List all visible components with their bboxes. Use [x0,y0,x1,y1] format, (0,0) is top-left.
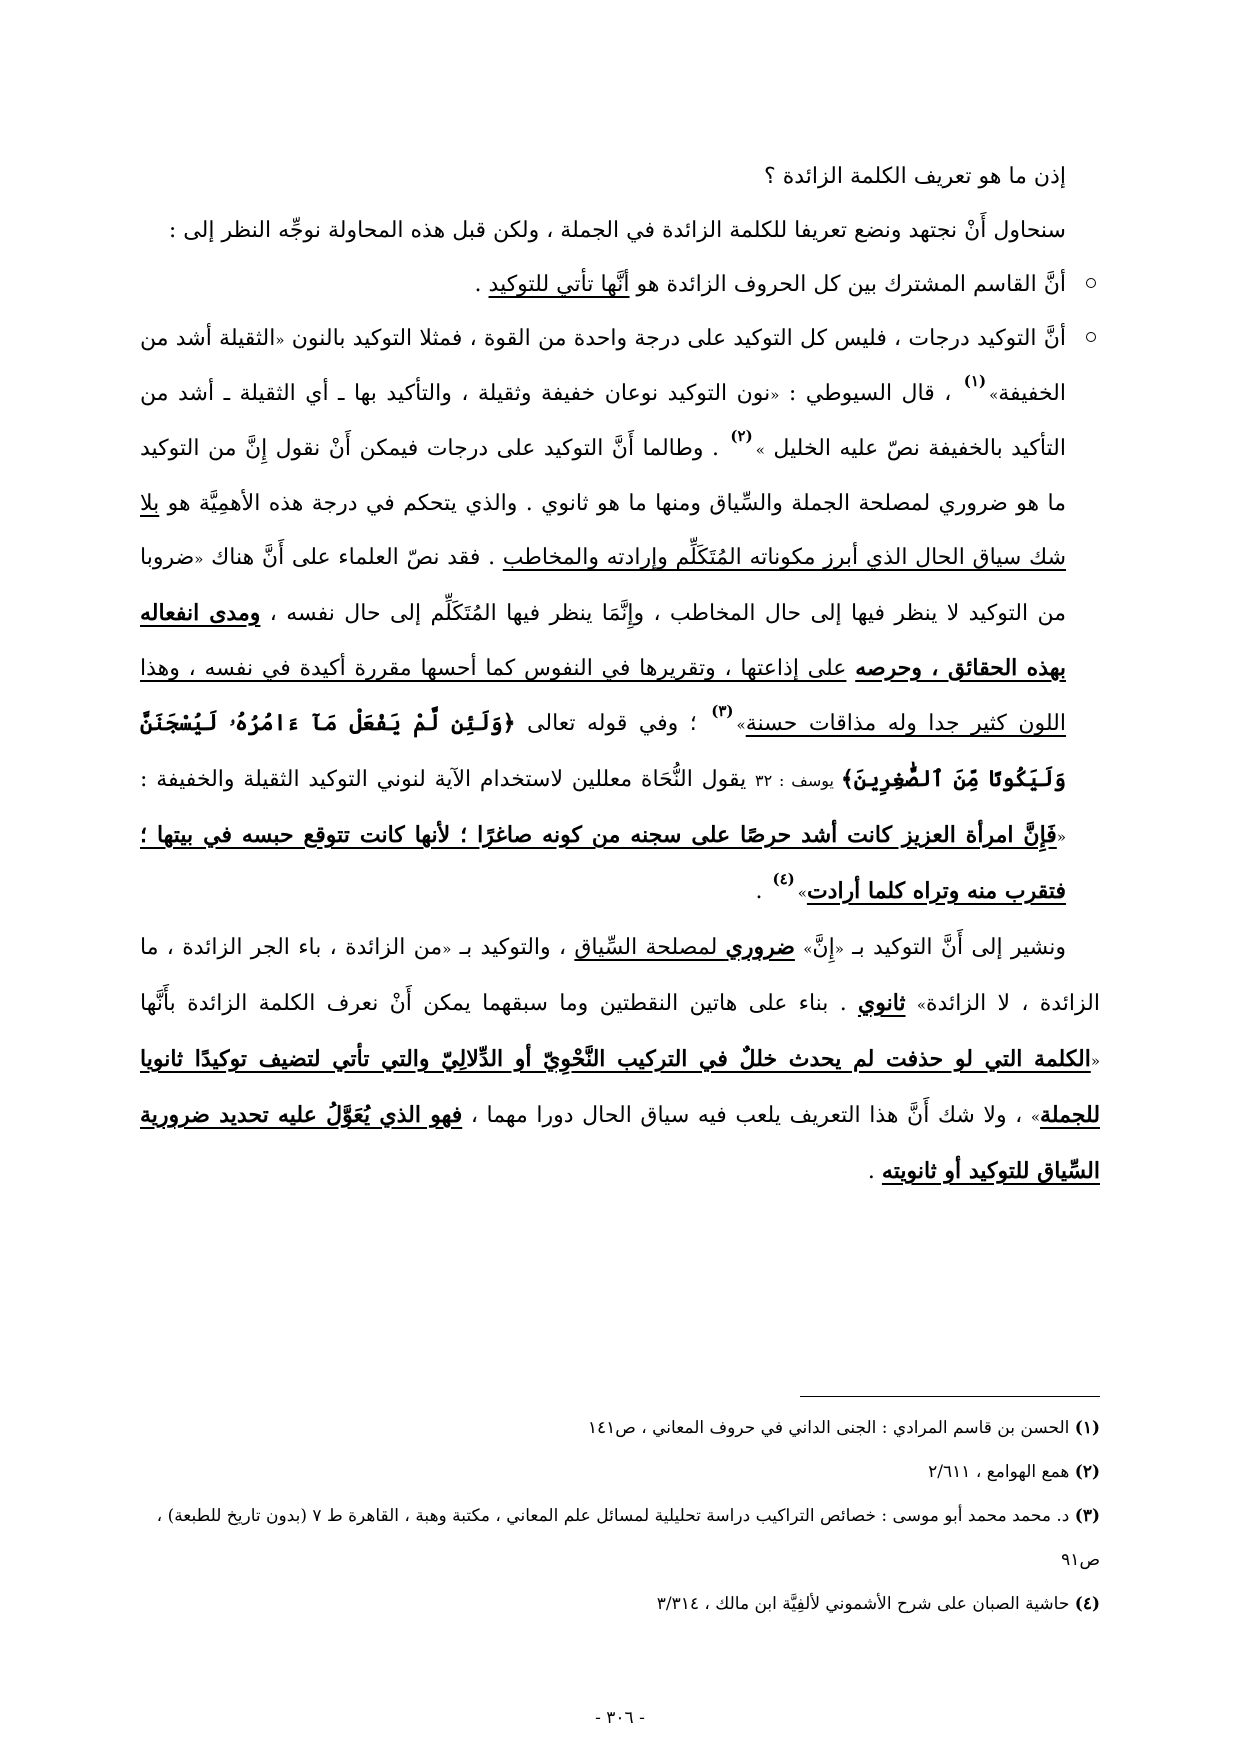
bold-underlined-quote: فَإِنَّ امرأة العزيز كانت أشد حرصًا على سجنه من كونه صاغرًا ؛ لأنها كانت تتوقع حبسه في بيتها ؛ فتقرب منه وتراه كلما أرادت [140,822,1066,904]
footnote-ref-1: (١) [963,372,987,390]
bullet-item-1 [140,258,1100,312]
bullet-2-text-8: ؛ وفي قوله تعالى [515,711,709,736]
quote-close-mark: » [916,996,926,1014]
underlined-phrase-context: بلا شك سياق الحال الذي أبرز مكوناته المُتَكَلِّم وإرادته والمخاطب [140,491,1067,570]
bullet-1-end: . [474,272,489,297]
quote-open-mark: « [275,331,285,349]
para-3-text-4: ، ولا شك أَنَّ هذا التعريف يلعب فيه سياق الحال دورا مهما ، [462,1103,1031,1128]
quran-verse: وَلَئِن لَّمْ يَفْعَلْ مَآ ءَامُرُهُۥ لَيُسْجَنَنَّ وَلَيَكُونًا مِّنَ ٱلصَّٰغِرِينَ [140,710,1066,792]
bullet-1-underlined: أنَّها تأتي للتوكيد [488,272,630,297]
underlined-phrase-2: على إذاعتها ، وتقريرها في النفوس كما أحسها مقررة أكيدة في نفسه ، وهذا اللون كثير جدا وله مذاقات حسنة [140,656,1066,736]
bullet-1-text: أنَّ القاسم المشترك بين كل الحروف الزائدة هو [629,272,1066,297]
quote-open-mark: « [1090,1052,1100,1070]
footnote-text: همع الهوامع ، ٢/٦١١ [928,1462,1075,1482]
sura-reference: يوسف : ٣٢ [754,771,841,790]
footnote-text: د. محمد محمد أبو موسى : خصائص التراكيب دراسة تحليلية لمسائل علم المعاني ، مكتبة وهبة ، القاهرة ط ٧ (بدون تاريخ للطبعة) ، ص٩١ [156,1506,1100,1570]
footnote-1 [140,1406,1100,1450]
quran-bracket-open: ﴿ [502,710,516,736]
bullet-2-text-5: . وطالما أَنَّ التوكيد على درجات فيمكن أَنْ نقول إِنَّ من التوكيد ما هو ضروري لمصلحة الجملة والسِّياق ومنها ما هو ثانوي . والذي يتحكم في درجة هذه الأهمِيَّة هو [140,436,1066,516]
footnote-text: حاشية الصبان على شرح الأشموني لألفِيَّة ابن مالك ، ٣/٣١٤ [656,1594,1075,1614]
quote-close-mark: » [736,716,746,734]
bullet-2-text-6: . فقد نصّ العلماء على أَنَّ هناك [203,545,503,570]
bullet-2-text-1: أنَّ التوكيد درجات ، فليس كل التوكيد على درجة واحدة من القوة ، فمثلا التوكيد بالنون [284,326,1066,351]
quote-close-mark: » [797,884,807,902]
para-3-text-1: ونشير إلى أَنَّ التوكيد بـ [843,935,1067,960]
footnote-ref-2: (٢) [730,427,753,445]
quote-open-mark: « [834,940,844,958]
footnote-2 [140,1450,1100,1494]
body-text [140,150,1100,1199]
paragraph-1: سنحاول أَنْ نجتهد ونضع تعريفا للكلمة الزائدة في الجملة ، ولكن قبل هذه المحاولة نوجِّه النظر إلى : [168,218,1066,243]
footnotes [140,1406,1100,1626]
bold-underlined-definition: الكلمة التي لو حذفت لم يحدث خللٌ في التركيب النَّحْوِيّ أو الدِّلالِيّ والتي تأتي لتضيف توكيدًا ثانويا للجملة [140,1046,1101,1128]
bullet-item-2 [140,312,1100,920]
footnote-number: (٣) [1074,1506,1100,1526]
quote-close-mark: » [1030,1108,1041,1126]
bold-underlined-phrase: ومدى انفعاله بهذه الحقائق ، وحرصه [140,600,1067,681]
quote-close-mark: » [989,386,999,404]
footnote-3 [140,1494,1100,1582]
intro-question: إذن ما هو تعريف الكلمة الزائدة ؟ [764,164,1066,189]
footnote-4 [140,1582,1100,1626]
bullet-2-text-10: . [755,879,770,904]
para-3-quote-1: إِنَّ [812,935,835,960]
footnote-divider [800,1396,1100,1397]
underlined-phrase-context: لمصلحة السِّياق [574,935,726,960]
footnote-number: (٢) [1074,1462,1100,1482]
para-3-quote-2: من الزائدة ، باء الجر الزائدة ، ما الزائدة ، لا الزائدة [140,935,1101,1016]
bullet-circle-icon [1086,332,1096,342]
footnote-ref-4: (٤) [772,870,795,888]
bold-underlined-conclusion: فهو الذي يُعَوَّلُ عليه تحديد ضرورية السِّياق للتوكيد أو ثانويته [140,1102,1100,1184]
paragraph-3 [140,920,1100,1199]
bold-underlined-word-secondary: ثانوي [857,990,906,1016]
footnote-number: (١) [1074,1418,1100,1438]
quote-open-mark: « [770,386,780,404]
para-3-text-3: . بناء على هاتين النقطتين وما سبقهما يمكن أَنْ نعرف الكلمة الزائدة بأَنَّها [140,991,858,1016]
quote-close-mark: » [755,441,765,459]
footnote-ref-3: (٣) [711,702,734,720]
bullet-2-quote-3: ضروبا من التوكيد لا ينظر فيها إلى حال المخاطب ، وإِنَّمَا ينظر فيها المُتَكَلِّم إلى حال نفسه ، [140,545,1067,626]
bullet-2-text-3: ، قال السيوطي : [779,381,961,406]
page-number: - ٣٠٦ - [595,1708,645,1728]
quran-bracket-close: ﴾ [840,766,854,792]
bullet-2-quote-2: نون التوكيد نوعان خفيفة وثقيلة ، والتأكيد بها ـ أي الثقيلة ـ أشد من التأكيد بالخفيفة نصّ عليه الخليل [140,381,1066,461]
footnote-text: الحسن بن قاسم المرادي : الجنى الداني في حروف المعاني ، ص١٤١ [587,1418,1075,1438]
footnote-number: (٤) [1074,1594,1100,1614]
bold-underlined-word-necessary: ضروري [725,934,795,960]
para-3-text-2: ، والتوكيد بـ [451,935,575,960]
quote-open-mark: « [1056,828,1066,846]
quote-open-mark: « [194,550,204,568]
para-3-text-5: . [867,1159,882,1184]
quote-close-mark: » [803,940,813,958]
bullet-circle-icon [1086,278,1096,288]
bullet-2-quote-1: الثقيلة أشد من الخفيفة [140,326,1066,406]
quote-open-mark: « [442,940,452,958]
bullet-2-text-9: يقول النُّحَاة معللين لاستخدام الآية لنوني التوكيد الثقيلة والخفيفة : [140,767,755,792]
